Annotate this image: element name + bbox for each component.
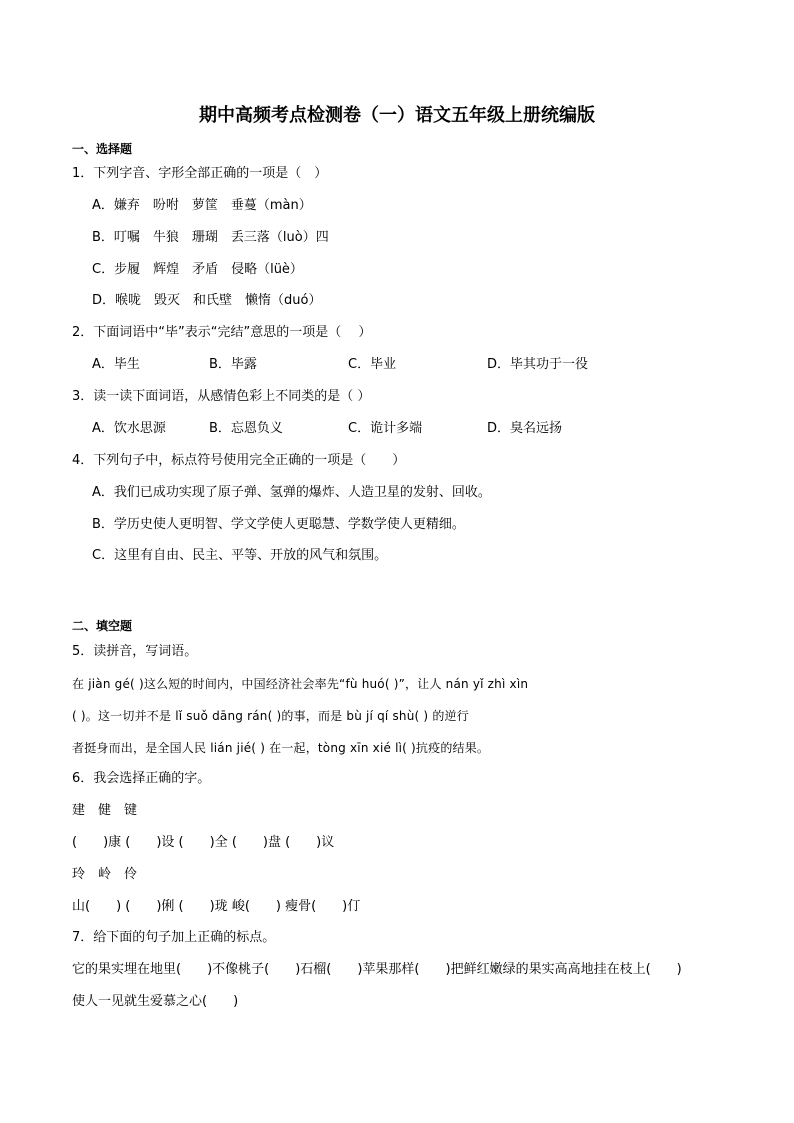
question-3-stem: 3．读一读下面词语，从感情色彩上不同类的是（ ） xyxy=(72,389,371,404)
question-6-stem: 6．我会选择正确的字。 xyxy=(72,771,211,786)
question-5-line-1: 在 jiàn gé( )这么短的时间内，中国经济社会率先“fù huó( )”，让人 nán yǐ zhì xìn xyxy=(72,677,529,691)
question-6-group-1-chars: 建 健 键 xyxy=(72,803,138,818)
question-1-option-d: D．喉咙 毁灭 和氏壁 懒惰（duó） xyxy=(92,293,322,308)
question-3-option-b: B．忘恩负义 xyxy=(209,421,283,436)
question-4-option-b: B．学历史使人更明智、学文学使人更聪慧、学数学使人更精细。 xyxy=(92,517,465,532)
page-title: 期中高频考点检测卷（一）语文五年级上册统编版 xyxy=(199,105,595,126)
question-4-option-a: A．我们已成功实现了原子弹、氢弹的爆炸、人造卫星的发射、回收。 xyxy=(92,485,491,500)
question-5-stem: 5．读拼音，写词语。 xyxy=(72,644,198,659)
question-7-stem: 7．给下面的句子加上正确的标点。 xyxy=(72,930,276,945)
question-6-group-1-blanks: ( )康 ( )设 ( )全 ( )盘 ( )议 xyxy=(72,835,335,850)
question-4-option-c: C．这里有自由、民主、平等、开放的风气和氛围。 xyxy=(92,548,388,563)
question-7-line-1: 它的果实埋在地里( )不像桃子( )石榴( )苹果那样( )把鲜红嫩绿的果实高高地挂在枝上( ) xyxy=(72,962,682,977)
question-1-option-a: A．嫌弃 吩咐 萝筐 垂蔓（màn） xyxy=(92,198,312,213)
question-1-stem: 1．下列字音、字形全部正确的一项是（ ） xyxy=(72,166,328,181)
question-2-option-c: C．毕业 xyxy=(348,357,397,372)
question-2-option-a: A．毕生 xyxy=(92,357,140,372)
question-6-group-2-chars: 玲 岭 伶 xyxy=(72,867,138,882)
question-3-option-d: D．臭名远扬 xyxy=(487,421,563,436)
question-1-option-b: B．叮嘱 牛狼 珊瑚 丢三落（luò）四 xyxy=(92,230,329,245)
question-3-option-c: C．诡计多端 xyxy=(348,421,423,436)
question-5-line-3: 者挺身而出，是全国人民 lián jié( ) 在一起，tòng xīn xié lì( )抗疫的结果。 xyxy=(72,741,490,755)
question-3-option-a: A．饮水思源 xyxy=(92,421,166,436)
question-6-group-2-blanks: 山( ) ( )俐 ( )珑 峻( ) 瘦骨( )仃 xyxy=(72,899,361,914)
question-2-option-d: D．毕其功于一役 xyxy=(487,357,589,372)
section-heading-fill: 二、填空题 xyxy=(72,619,133,633)
question-1-option-c: C．步履 辉煌 矛盾 侵略（lüè） xyxy=(92,262,303,277)
question-4-stem: 4．下列句子中，标点符号使用完全正确的一项是（ ） xyxy=(72,453,406,468)
question-5-line-2: ( )。这一切并不是 lǐ suǒ dāng rán( )的事，而是 bù jí qí shù( ) 的逆行 xyxy=(72,709,469,723)
section-heading-choice: 一、选择题 xyxy=(72,142,133,156)
question-2-option-b: B．毕露 xyxy=(209,357,257,372)
question-2-stem: 2．下面词语中“毕”表示“完结”意思的一项是（ ） xyxy=(72,325,372,340)
question-7-line-2: 使人一见就生爱慕之心( ) xyxy=(72,994,239,1009)
